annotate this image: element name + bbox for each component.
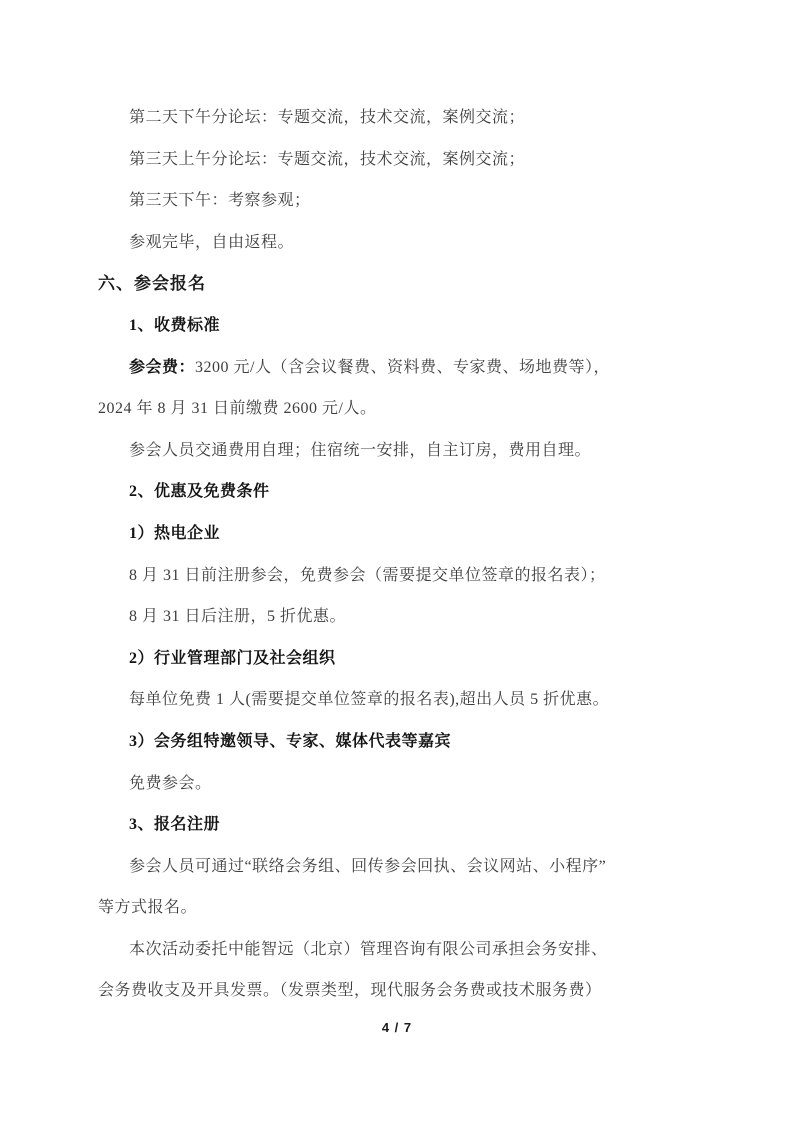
item-heading-invited-guests: 3）会务组特邀领导、专家、媒体代表等嘉宾 <box>129 732 452 750</box>
fee-paragraph-line <box>98 347 698 389</box>
page-footer <box>0 1016 794 1040</box>
registration-method-line: 参会人员可通过“联络会务组、回传参会回执、会议网站、小程序” <box>129 857 607 875</box>
agenda-line: 第三天下午：考察参观； <box>129 192 311 210</box>
discount-detail-line: 8 月 31 日后注册，5 折优惠。 <box>129 608 347 626</box>
transport-lodging-line: 参会人员交通费用自理；住宿统一安排，自主订房，费用自理。 <box>129 441 592 459</box>
subheading-registration-signup: 3、报名注册 <box>129 816 221 834</box>
fee-paragraph-line: 2024 年 8 月 31 日前缴费 2600 元/人。 <box>98 400 377 418</box>
fee-label: 参会费： <box>129 358 196 376</box>
discount-detail-line: 8 月 31 日前注册参会，免费参会（需要提交单位签章的报名表）； <box>129 566 606 584</box>
agenda-line: 第三天上午分论坛：专题交流，技术交流，案例交流； <box>129 150 526 168</box>
organizer-line: 本次活动委托中能智远（北京）管理咨询有限公司承担会务安排、 <box>129 940 608 958</box>
fee-text: 3200 元/人（含会议餐费、资料费、专家费、场地费等）， <box>195 358 610 376</box>
item-heading-industry-management: 2）行业管理部门及社会组织 <box>129 649 336 667</box>
document-content <box>98 97 698 1012</box>
agenda-line: 第二天下午分论坛：专题交流，技术交流，案例交流； <box>129 109 526 126</box>
subheading-discount-conditions: 2、优惠及免费条件 <box>129 483 270 501</box>
organizer-line: 会务费收支及开具发票。（发票类型，现代服务会务费或技术服务费） <box>98 982 602 1000</box>
page-number: 4 / 7 <box>381 1020 413 1035</box>
discount-detail-line: 免费参会。 <box>129 774 212 792</box>
subheading-fee-standard: 1、收费标准 <box>129 316 221 334</box>
agenda-line: 参观完毕，自由返程。 <box>129 233 295 251</box>
section-heading-registration: 六、参会报名 <box>98 274 206 294</box>
item-heading-thermal-enterprises: 1）热电企业 <box>129 524 221 542</box>
registration-method-line: 等方式报名。 <box>98 899 198 917</box>
discount-detail-line: 每单位免费 1 人(需要提交单位签章的报名表),超出人员 5 折优惠。 <box>129 691 610 709</box>
